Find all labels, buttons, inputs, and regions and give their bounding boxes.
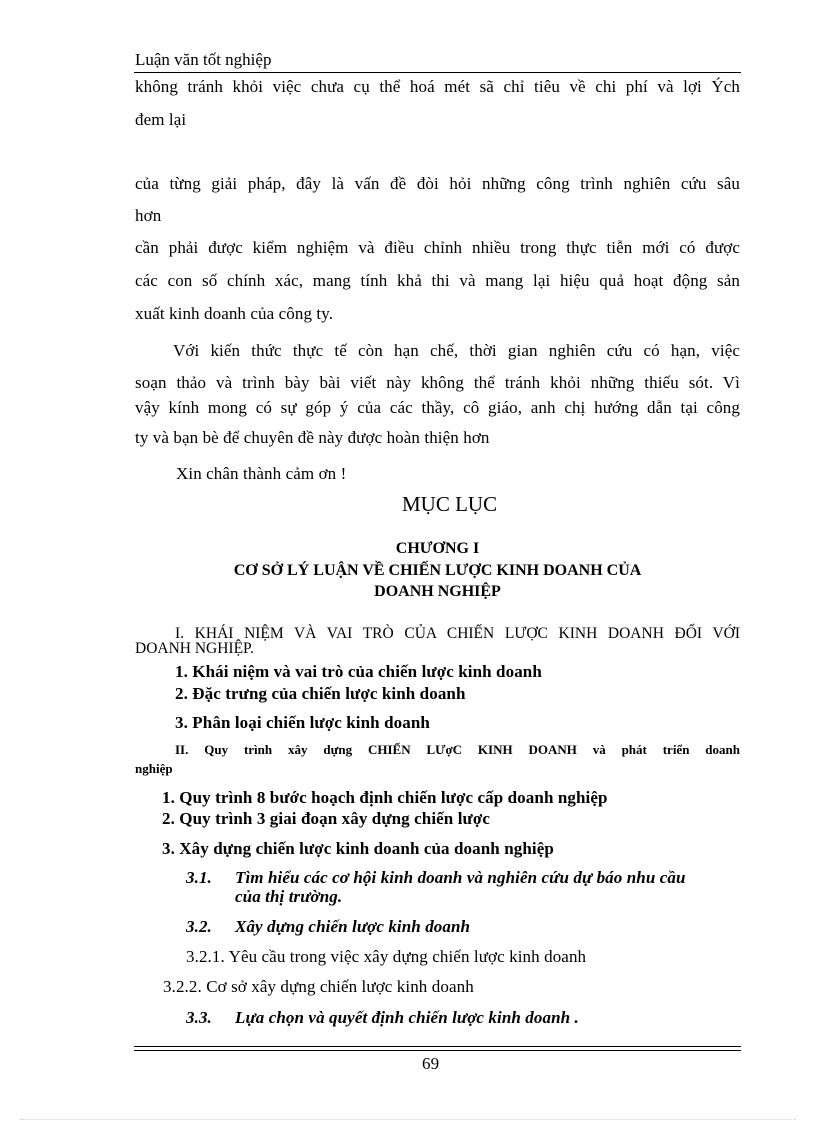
toc-item: 2. Đặc trưng của chiến lược kinh doanh [175,684,466,703]
toc-subitem-number: 3.2. [186,917,212,936]
chapter-label: CHƯƠNG I [395,540,480,557]
page-number: 69 [422,1054,440,1073]
toc-item: 3. Phân loại chiến lược kinh doanh [175,713,430,732]
toc-section-heading: II. Quy trình xây dựng CHIẾN LƯợC KINH DOANH và phát triển doanh [175,742,740,757]
toc-section-heading: DOANH NGHIỆP. [135,640,254,657]
toc-item: 2. Quy trình 3 giai đoạn xây dựng chiến lược [162,809,490,828]
toc-subitem: Xây dựng chiến lược kinh doanh [235,917,471,936]
paragraph-line: Với kiến thức thực tế còn hạn chế, thời gian nghiên cứu có hạn, việc [173,341,740,360]
thanks-line: Xin chân thành cảm ơn ! [176,464,347,483]
paragraph-line: xuất kinh doanh của công ty. [135,304,334,323]
toc-subitem: Lựa chọn và quyết định chiến lược kinh doanh . [235,1008,579,1027]
paragraph-line: vậy kính mong có sự góp ý của các thầy, cô giáo, anh chị hướng dẫn tại công [135,398,740,417]
toc-item: 3. Xây dựng chiến lược kinh doanh của doanh nghiệp [162,839,554,858]
toc-item: 1. Quy trình 8 bước hoạch định chiến lược cấp doanh nghiệp [162,788,608,807]
paragraph-line: không tránh khỏi việc chưa cụ thể hoá mét sã chỉ tiêu về chi phí và lợi Ých [135,77,740,96]
paragraph-line: của từng giải pháp, đây là vấn đề đòi hỏi những công trình nghiên cứu sâu [135,174,740,193]
toc-subitem-number: 3.3. [186,1008,212,1027]
paragraph-line: hơn [135,206,162,225]
page-edge-dotted-line [20,1119,796,1120]
toc-subitem: Tìm hiểu các cơ hội kinh doanh và nghiên cứu dự báo nhu cầu [235,868,686,887]
toc-subsubitem: 3.2.2. Cơ sở xây dựng chiến lược kinh doanh [163,977,474,996]
paragraph-line: cần phải được kiểm nghiệm và điều chỉnh nhiều trong thực tiễn mới có được [135,238,740,257]
toc-title: MỤC LỤC [402,492,498,516]
footer-rule [134,1046,741,1051]
chapter-title: DOANH NGHIỆP [374,583,501,600]
toc-section-heading: nghiệp [135,761,173,776]
paragraph-line: đem lại [135,110,187,129]
running-header: Luận văn tốt nghiệp [135,50,272,69]
toc-item: 1. Khái niệm và vai trò của chiến lược kinh doanh [175,662,542,681]
paragraph-line: soạn thảo và trình bày bài viết này không thể tránh khỏi những thiếu sót. Vì [135,373,740,392]
toc-subitem: của thị trường. [235,887,343,906]
header-rule [134,72,741,73]
chapter-title: CƠ SỞ LÝ LUẬN VỀ CHIẾN LƯỢC KINH DOANH CỦA [233,562,642,579]
paragraph-line: các con số chính xác, mang tính khả thi và mang lại hiệu quả hoạt động sản [135,271,740,290]
toc-subsubitem: 3.2.1. Yêu cầu trong việc xây dựng chiến lược kinh doanh [186,947,587,966]
paragraph-line: ty và bạn bè để chuyên đề này được hoàn thiện hơn [135,428,490,447]
toc-subitem-number: 3.1. [186,868,212,887]
toc-section-heading: I. KHÁI NIỆM VÀ VAI TRÒ CỦA CHIẾN LƯỢC KINH DOANH ĐỐI VỚI [175,625,740,642]
